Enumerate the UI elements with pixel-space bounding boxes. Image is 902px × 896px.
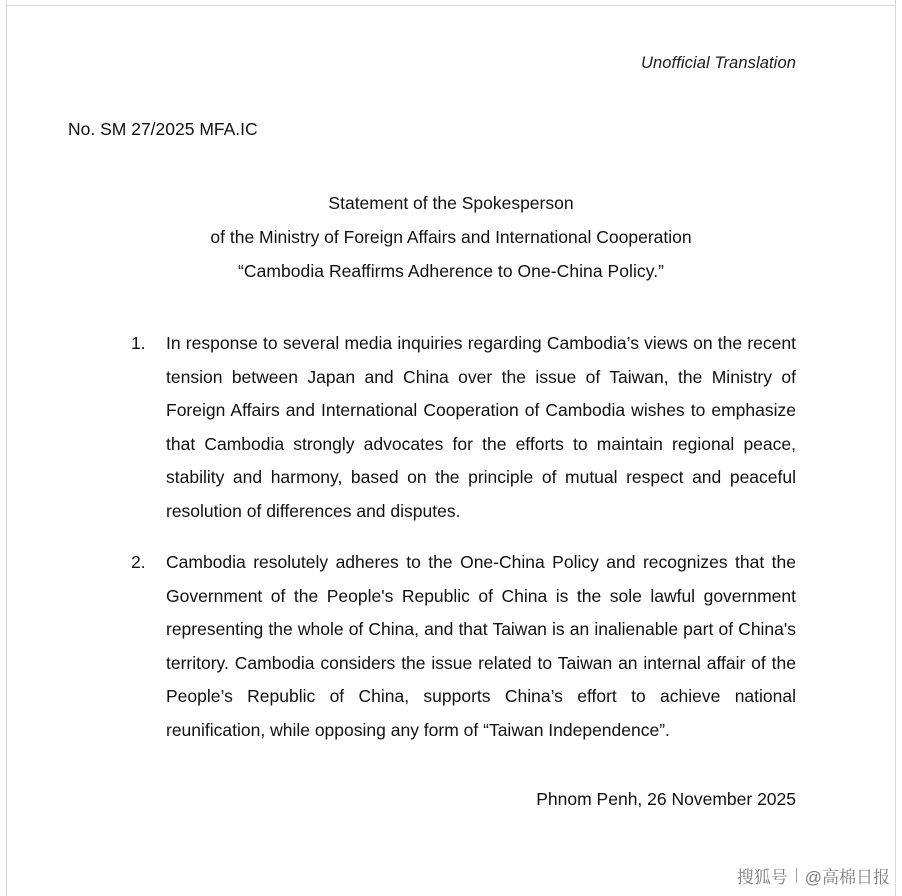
- watermark-divider: [796, 868, 797, 883]
- paragraph-2-number: 2.: [131, 552, 146, 572]
- watermark: [737, 863, 890, 888]
- title-line-2: of the Ministry of Foreign Affairs and International Cooperation: [210, 227, 692, 247]
- statement-body: [0, 327, 902, 765]
- watermark-account-name: @高棉日报: [804, 868, 890, 887]
- unofficial-translation-note: Unofficial Translation: [640, 54, 796, 72]
- paragraph-1-number: 1.: [131, 333, 146, 353]
- sohu-logo-text: 搜狐号: [736, 868, 788, 887]
- title-line-1: Statement of the Spokesperson: [328, 193, 574, 213]
- statement-title: [0, 186, 902, 288]
- place-and-date: Phnom Penh, 26 November 2025: [536, 789, 796, 809]
- paragraph-2-text: Cambodia resolutely adheres to the One-China Policy and recognizes that the Government of the People's Republic of China is the sole lawful government representing the whole of China, and that Taiwan is an inalienable part of China's territory. Cambodia considers the issue related to Taiwan an internal affair of the People’s Republic of China, supports China’s effort to achieve national reunification, while opposing any form of “Taiwan Independence”.: [166, 552, 796, 740]
- paragraph-2: [0, 546, 902, 747]
- paragraph-1: [0, 327, 902, 528]
- reference-number: No. SM 27/2025 MFA.IC: [68, 119, 258, 139]
- paragraph-1-text: In response to several media inquiries regarding Cambodia’s views on the recent tension between Japan and China over the issue of Taiwan, the Ministry of Foreign Affairs and International Cooperation of Cambodia wishes to emphasize that Cambodia strongly advocates for the efforts to maintain regional peace, stability and harmony, based on the principle of mutual respect and peaceful resolution of differences and disputes.: [166, 333, 796, 521]
- title-line-3: “Cambodia Reaffirms Adherence to One-China Policy.”: [238, 261, 664, 281]
